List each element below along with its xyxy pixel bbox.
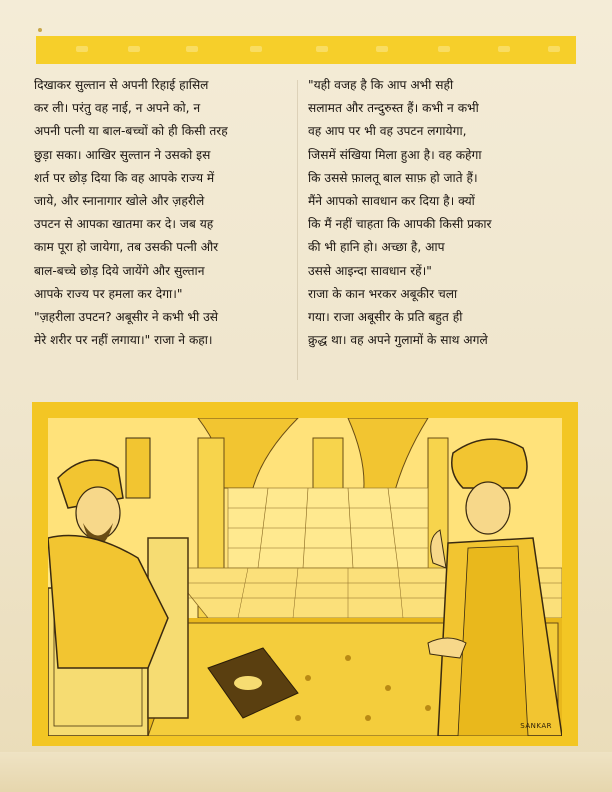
left-text-column [34, 74, 302, 352]
text-line: आपके राज्य पर हमला कर देगा।" [34, 286, 183, 301]
text-line: काम पूरा हो जायेगा, तब उसकी पत्नी और [34, 240, 219, 255]
text-line: अपनी पत्नी या बाल-बच्चों को ही किसी तरह [34, 124, 228, 139]
text-line: छुड़ा सका। आखिर सुल्तान ने उसको इस [34, 147, 211, 162]
palace-scene-illustration [48, 418, 562, 736]
text-line: कि उससे फ़ालतू बाल साफ़ हो जाते हैं। [308, 170, 478, 185]
column-divider [297, 80, 298, 380]
text-line: गया। राजा अबूसीर के प्रति बहुत ही [308, 309, 463, 324]
text-line: दिखाकर सुल्तान से अपनी रिहाई हासिल [34, 78, 209, 92]
header-decorative-band [36, 36, 576, 64]
text-line: "यही वजह है कि आप अभी सही [308, 78, 454, 92]
text-line: राजा के कान भरकर अबूकीर चला [308, 286, 458, 301]
band-mark [438, 46, 450, 52]
text-line: कि मैं नहीं चाहता कि आपकी किसी प्रकार [308, 217, 492, 232]
band-mark [186, 46, 198, 52]
band-mark [376, 46, 388, 52]
text-line: सलामत और तन्दुरुस्त हैं। कभी न कभी [308, 101, 479, 116]
text-line: की भी हानि हो। अच्छा है, आप [308, 240, 445, 255]
text-line: वह आप पर भी वह उपटन लगायेगा, [308, 124, 467, 139]
text-line: उपटन से आपका खातमा कर दे। जब यह [34, 217, 214, 232]
text-line: कर ली। परंतु वह नाई, न अपने को, न [34, 101, 201, 116]
text-line: जिसमें संखिया मिला हुआ है। वह कहेगा [308, 147, 482, 162]
text-line: बाल-बच्चे छोड़ दिये जायेंगे और सुल्तान [34, 263, 205, 278]
text-line: उससे आइन्दा सावधान रहें।" [308, 263, 432, 278]
text-line: क्रुद्ध था। वह अपने गुलामों के साथ अगले [308, 333, 488, 348]
page-corner-dot [38, 28, 42, 32]
text-line: "ज़हरीला उपटन? अबूसीर ने कभी भी उसे [34, 309, 219, 324]
illustration-panel [48, 418, 562, 736]
band-mark [128, 46, 140, 52]
band-mark [548, 46, 560, 52]
artist-signature: SANKAR [520, 722, 552, 730]
text-line: जाये, और स्नानागार खोले और ज़हरीले [34, 193, 205, 208]
right-text-column [308, 74, 576, 352]
band-mark [316, 46, 328, 52]
band-mark [76, 46, 88, 52]
text-line: मैंने आपको सावधान कर दिया है। क्यों [308, 193, 475, 208]
text-line: मेरे शरीर पर नहीं लगाया।" राजा ने कहा। [34, 333, 213, 348]
page-bottom-margin [0, 752, 612, 792]
band-mark [250, 46, 262, 52]
band-mark [498, 46, 510, 52]
text-line: शर्त पर छोड़ दिया कि वह आपके राज्य में [34, 170, 215, 185]
